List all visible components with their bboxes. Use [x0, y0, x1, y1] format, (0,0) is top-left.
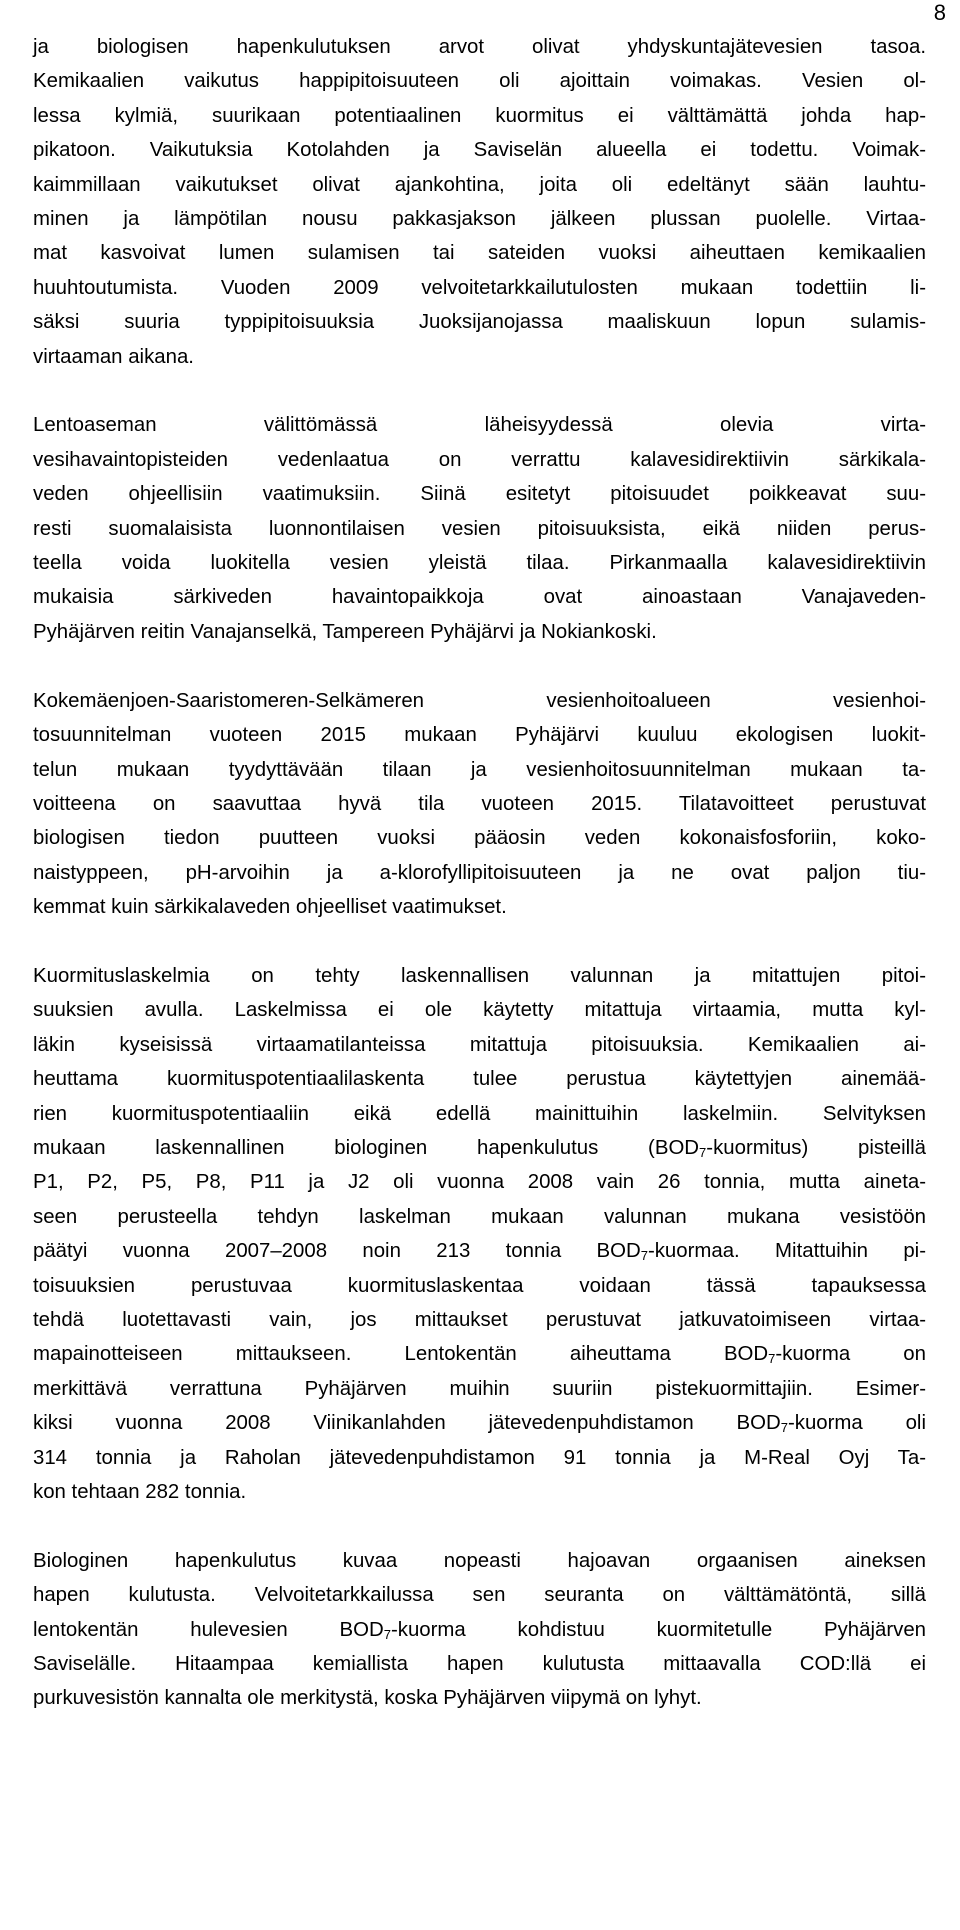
- text-line: kemmat kuin särkikalaveden ohjeelliset vaatimukset.: [33, 896, 507, 919]
- text-line: merkittävä verrattuna Pyhäjärven muihin suuriin pistekuormittajiin. Esimer-: [33, 1377, 926, 1400]
- text-line: rien kuormituspotentiaaliin eikä edellä mainittuihin laskelmiin. Selvityksen: [33, 1102, 926, 1125]
- text-line: minen ja lämpötilan nousu pakkasjakson jälkeen plussan puolelle. Virtaa-: [33, 208, 926, 231]
- paragraph: [33, 408, 926, 649]
- text-line: naistyppeen, pH-arvoihin ja a-klorofyllipitoisuuteen ja ne ovat paljon tiu-: [33, 861, 926, 884]
- paragraph: [33, 1544, 926, 1716]
- text-line: vesihavaintopisteiden vedenlaatua on verrattu kalavesidirektiivin särkikala-: [33, 448, 926, 471]
- text-line: voitteena on saavuttaa hyvä tila vuoteen 2015. Tilatavoitteet perustuvat: [33, 792, 926, 815]
- text-line: 314 tonnia ja Raholan jätevedenpuhdistamon 91 tonnia ja M-Real Oyj Ta-: [33, 1446, 926, 1469]
- text-line: kaimmillaan vaikutukset olivat ajankohtina, joita oli edeltänyt sään lauhtu-: [33, 173, 926, 196]
- text-line: virtaaman aikana.: [33, 345, 194, 368]
- body-text: [33, 30, 926, 1716]
- text-line: tosuunnitelman vuoteen 2015 mukaan Pyhäjärvi kuuluu ekologisen luokit-: [33, 724, 926, 747]
- text-line: purkuvesistön kannalta ole merkitystä, koska Pyhäjärven viipymä on lyhyt.: [33, 1687, 702, 1710]
- text-line: päätyi vuonna 2007–2008 noin 213 tonnia $BOD_7$-kuormaa. Mitattuihin pi-: [33, 1240, 926, 1264]
- text-line: biologisen tiedon puutteen vuoksi pääosin veden kokonaisfosforiin, koko-: [33, 827, 926, 850]
- text-line: Lentoaseman välittömässä läheisyydessä olevia virta-: [33, 414, 926, 437]
- text-line: kiksi vuonna 2008 Viinikanlahden jätevedenpuhdistamon $BOD_7$-kuorma oli: [33, 1412, 926, 1436]
- text-line: ja biologisen hapenkulutuksen arvot olivat yhdyskuntajätevesien tasoa.: [33, 36, 926, 58]
- text-line: mukaan laskennallinen biologinen hapenkulutus $(BOD_7-kuormitus)$ pisteillä: [33, 1136, 926, 1160]
- text-line: huuhtoutumista. Vuoden 2009 velvoitetarkkailutulosten mukaan todettiin li-: [33, 276, 926, 299]
- page-number: 8: [933, 0, 946, 25]
- text-line: suuksien avulla. Laskelmissa ei ole käytetty mitattuja virtaamia, mutta kyl-: [33, 999, 926, 1022]
- text-line: telun mukaan tyydyttävään tilaan ja vesienhoitosuunnitelman mukaan ta-: [33, 758, 926, 781]
- text-line: resti suomalaisista luonnontilaisen vesien pitoisuuksista, eikä niiden perus-: [33, 517, 926, 540]
- text-line: mukaisia särkiveden havaintopaikkoja ovat ainoastaan Vanajaveden-: [33, 586, 926, 609]
- text-line: veden ohjeellisiin vaatimuksiin. Siinä esitetyt pitoisuudet poikkeavat suu-: [33, 483, 926, 506]
- paragraph: [33, 684, 926, 925]
- text-line: Saviselälle. Hitaampaa kemiallista hapen kulutusta mittaavalla COD:llä ei: [33, 1653, 926, 1676]
- subscript: 7: [768, 1351, 776, 1367]
- paragraph: [33, 30, 926, 374]
- text-line: Biologinen hapenkulutus kuvaa nopeasti hajoavan orgaanisen aineksen: [33, 1549, 926, 1572]
- subscript: 7: [640, 1248, 648, 1264]
- text-line: Pyhäjärven reitin Vanajanselkä, Tampereen Pyhäjärvi ja Nokiankoski.: [33, 620, 657, 643]
- subscript: 7: [780, 1420, 788, 1436]
- text-line: mapainotteiseen mittaukseen. Lentokentän aiheuttama $BOD_7$-kuorma on: [33, 1343, 926, 1367]
- text-line: kon tehtaan 282 tonnia.: [33, 1481, 247, 1504]
- paragraph: [33, 959, 926, 1510]
- text-line: teella voida luokitella vesien yleistä tilaa. Pirkanmaalla kalavesidirektiivin: [33, 552, 926, 575]
- text-line: Kemikaalien vaikutus happipitoisuuteen oli ajoittain voimakas. Vesien ol-: [33, 70, 926, 93]
- text-line: mat kasvoivat lumen sulamisen tai sateiden vuoksi aiheuttaen kemikaalien: [33, 242, 926, 265]
- text-line: pikatoon. Vaikutuksia Kotolahden ja Saviselän alueella ei todettu. Voimak-: [33, 139, 926, 162]
- text-line: hapen kulutusta. Velvoitetarkkailussa sen seuranta on välttämätöntä, sillä: [33, 1584, 926, 1607]
- text-line: heuttama kuormituspotentiaalilaskenta tulee perustua käytettyjen ainemää-: [33, 1068, 926, 1091]
- text-line: P1, P2, P5, P8, P11 ja J2 oli vuonna 2008 vain 26 tonnia, mutta aineta-: [33, 1171, 926, 1194]
- subscript: 7: [383, 1626, 391, 1642]
- text-line: läkin kyseisissä virtaamatilanteissa mitattuja pitoisuuksia. Kemikaalien ai-: [33, 1033, 926, 1056]
- text-line: säksi suuria typpipitoisuuksia Juoksijanojassa maaliskuun lopun sulamis-: [33, 311, 926, 334]
- text-line: toisuuksien perustuvaa kuormituslaskentaa voidaan tässä tapauksessa: [33, 1274, 926, 1297]
- text-line: lentokentän hulevesien $BOD_7$-kuorma kohdistuu kuormitetulle Pyhäjärven: [33, 1618, 927, 1642]
- text-line: tehdä luotettavasti vain, jos mittaukset perustuvat jatkuvatoimiseen virtaa-: [33, 1308, 926, 1331]
- text-line: Kokemäenjoen-Saaristomeren-Selkämeren vesienhoitoalueen vesienhoi-: [33, 689, 926, 712]
- text-line: lessa kylmiä, suurikaan potentiaalinen kuormitus ei välttämättä johda hap-: [33, 104, 926, 127]
- text-line: Kuormituslaskelmia on tehty laskennallisen valunnan ja mitattujen pitoi-: [33, 964, 926, 987]
- subscript: 7: [699, 1144, 707, 1160]
- text-line: seen perusteella tehdyn laskelman mukaan valunnan mukana vesistöön: [33, 1205, 926, 1228]
